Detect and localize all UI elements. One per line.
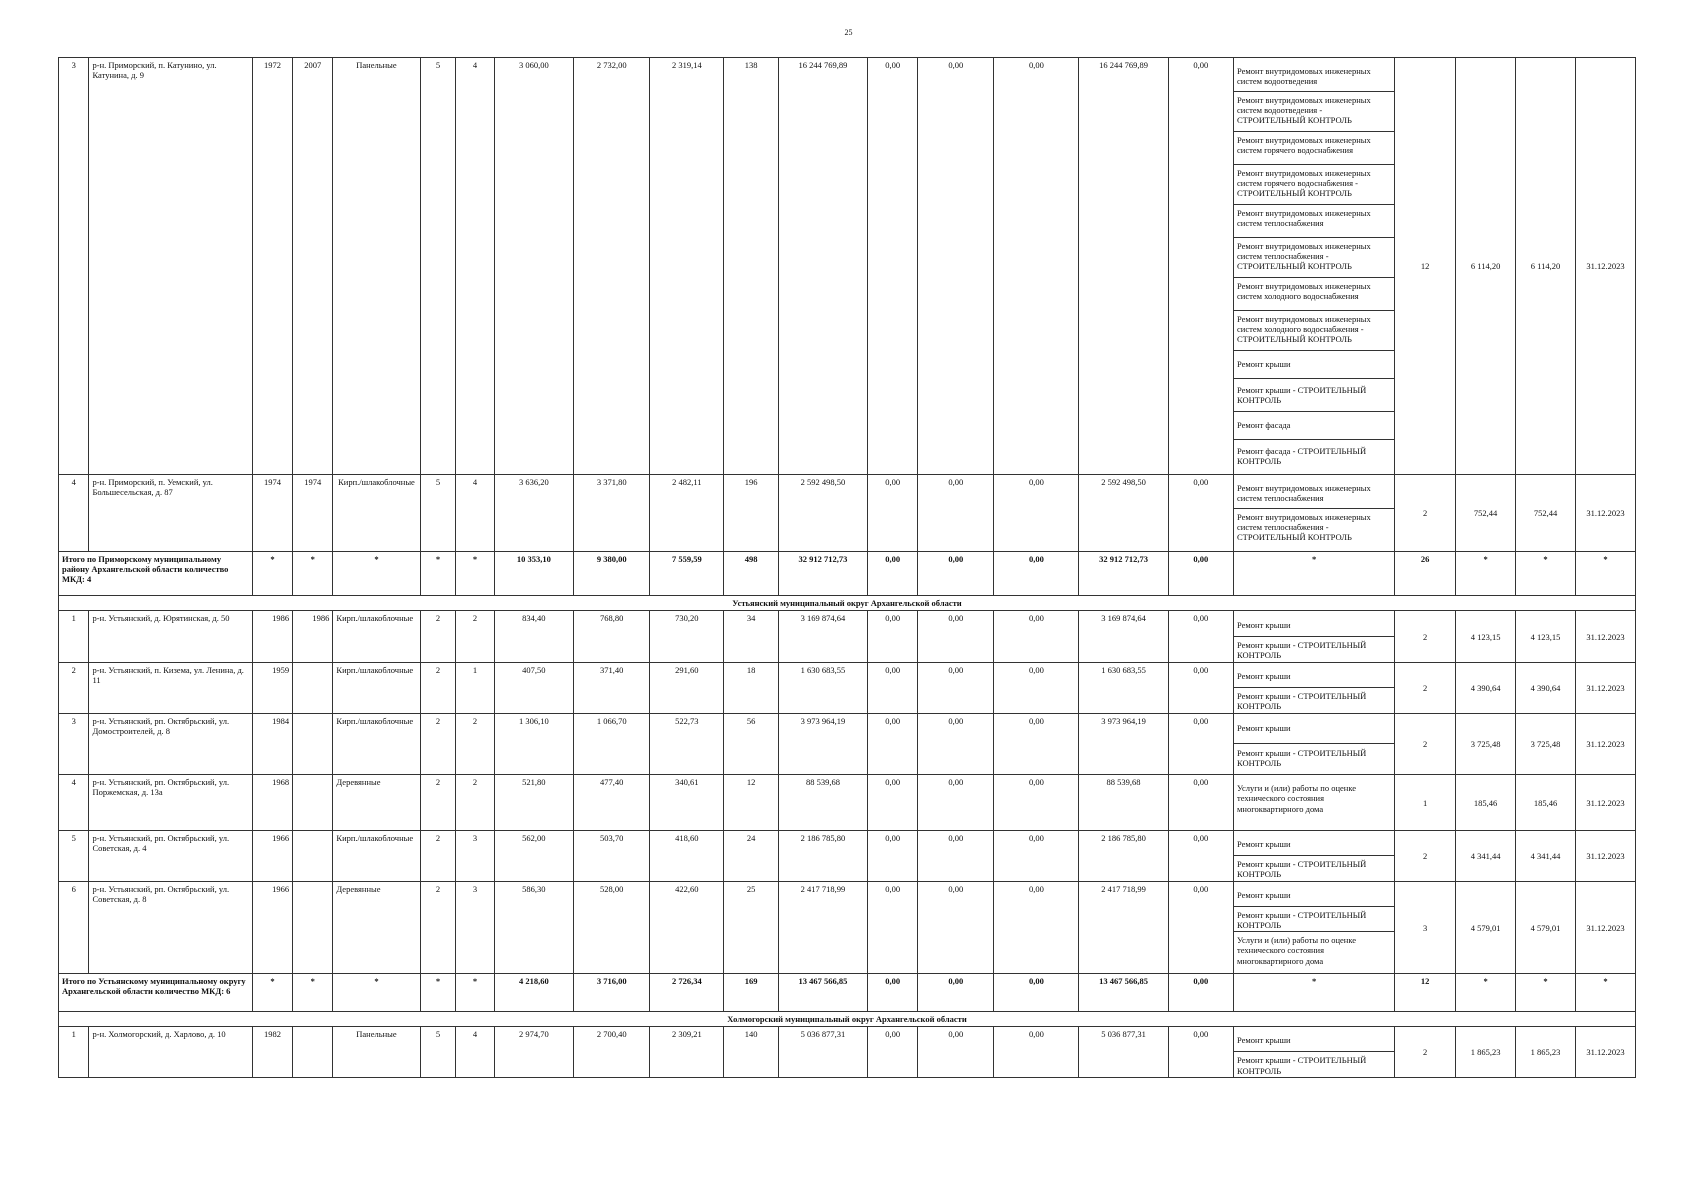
works-count: 26 (1395, 552, 1456, 596)
year-repair (293, 1027, 333, 1078)
cost-reg: 0,00 (918, 58, 994, 475)
row-num: 3 (59, 714, 89, 775)
work-list (1234, 663, 1395, 714)
area-resid: 7 559,59 (650, 552, 724, 596)
address: р-н. Устьянский, рп. Октябрьский, ул. Домостроителей, д. 8 (89, 714, 252, 775)
floors: 2 (420, 663, 456, 714)
work-item: Ремонт фасада - СТРОИТЕЛЬНЫЙ КОНТРОЛЬ (1237, 446, 1367, 467)
table-row (59, 831, 1636, 882)
table-row (59, 475, 1636, 552)
address: р-н. Приморский, п. Катунино, ул. Катунина, д. 9 (89, 58, 252, 475)
work-item: Ремонт крыши - СТРОИТЕЛЬНЫЙ КОНТРОЛЬ (1237, 691, 1367, 712)
star: * (252, 552, 292, 596)
work-item: Ремонт крыши - СТРОИТЕЛЬНЫЙ КОНТРОЛЬ (1237, 748, 1367, 769)
residents: 138 (724, 58, 778, 475)
residents: 34 (724, 611, 778, 663)
area-resid: 2 319,14 (650, 58, 724, 475)
entrances: 3 (456, 831, 494, 882)
entrances: 4 (456, 1027, 494, 1078)
total-area: 10 353,10 (494, 552, 574, 596)
area-resid: 2 309,21 (650, 1027, 724, 1078)
unit-cost: 6 114,20 (1456, 58, 1516, 475)
wall-material: Деревянные (333, 775, 420, 831)
total-area: 3 060,00 (494, 58, 574, 475)
deadline: 31.12.2023 (1575, 775, 1635, 831)
entrances: 2 (456, 775, 494, 831)
entrances: 4 (456, 58, 494, 475)
cost-mun: 0,00 (994, 882, 1079, 974)
year-built: 1982 (252, 1027, 292, 1078)
area-resid: 418,60 (650, 831, 724, 882)
cost-total: 1 630 683,55 (778, 663, 867, 714)
work-item: Услуги и (или) работы по оценке технического состояния многоквартирного дома (1237, 935, 1357, 966)
work-item: Ремонт внутридомовых инженерных систем водоотведения - СТРОИТЕЛЬНЫЙ КОНТРОЛЬ (1234, 92, 1394, 132)
work-item: Ремонт крыши (1234, 882, 1394, 907)
work-item: Ремонт крыши (1234, 611, 1394, 637)
cost-other: 0,00 (1168, 714, 1233, 775)
work-item: Ремонт крыши (1234, 714, 1394, 744)
star: * (252, 974, 292, 1012)
year-repair (293, 663, 333, 714)
star: * (1456, 552, 1516, 596)
cost-total: 16 244 769,89 (778, 58, 867, 475)
cost-fed: 0,00 (868, 882, 918, 974)
star: * (1516, 974, 1576, 1012)
star: * (1456, 974, 1516, 1012)
subtotal-label: Итого по Устьянскому муниципальному округу Архангельской области количество МКД: 6 (59, 974, 253, 1012)
row-num: 4 (59, 775, 89, 831)
wall-material: Кирп./шлакоблочные (333, 714, 420, 775)
work-item: Ремонт внутридомовых инженерных систем теплоснабжения - СТРОИТЕЛЬНЫЙ КОНТРОЛЬ (1234, 238, 1394, 278)
subtotal-row (59, 552, 1636, 596)
work-item: Услуги и (или) работы по оценке технического состояния многоквартирного дома (1237, 783, 1357, 814)
cost-total: 2 186 785,80 (778, 831, 867, 882)
total-area: 562,00 (494, 831, 574, 882)
residents: 196 (724, 475, 778, 552)
limit-cost: 3 725,48 (1516, 714, 1576, 775)
work-item: Ремонт крыши - СТРОИТЕЛЬНЫЙ КОНТРОЛЬ (1237, 640, 1367, 661)
residents: 498 (724, 552, 778, 596)
area-all: 2 700,40 (574, 1027, 650, 1078)
floors: 2 (420, 831, 456, 882)
cost-mun: 0,00 (994, 775, 1079, 831)
star: * (420, 552, 456, 596)
area-all: 3 371,80 (574, 475, 650, 552)
address: р-н. Устьянский, рп. Октябрьский, ул. Поржемская, д. 13а (89, 775, 252, 831)
star: * (1234, 552, 1395, 596)
cost-fed: 0,00 (868, 663, 918, 714)
area-resid: 2 726,34 (650, 974, 724, 1012)
table-row (59, 611, 1636, 663)
deadline: 31.12.2023 (1575, 611, 1635, 663)
cost-reg: 0,00 (918, 974, 994, 1012)
row-num: 5 (59, 831, 89, 882)
floors: 2 (420, 775, 456, 831)
area-all: 477,40 (574, 775, 650, 831)
total-area: 4 218,60 (494, 974, 574, 1012)
cost-mun: 0,00 (994, 475, 1079, 552)
residents: 25 (724, 882, 778, 974)
cost-owners: 1 630 683,55 (1079, 663, 1168, 714)
area-all: 3 716,00 (574, 974, 650, 1012)
work-item: Ремонт внутридомовых инженерных систем горячего водоснабжения (1234, 132, 1394, 165)
area-resid: 340,61 (650, 775, 724, 831)
deadline: 31.12.2023 (1575, 714, 1635, 775)
cost-total: 13 467 566,85 (778, 974, 867, 1012)
unit-cost: 4 390,64 (1456, 663, 1516, 714)
work-item: Ремонт крыши - СТРОИТЕЛЬНЫЙ КОНТРОЛЬ (1234, 379, 1394, 412)
year-repair: 1974 (293, 475, 333, 552)
address: р-н. Приморский, п. Уемский, ул. Большесельская, д. 87 (89, 475, 252, 552)
cost-total: 3 169 874,64 (778, 611, 867, 663)
work-item: Ремонт внутридомовых инженерных систем горячего водоснабжения - СТРОИТЕЛЬНЫЙ КОНТРОЛЬ (1234, 165, 1394, 205)
limit-cost: 4 579,01 (1516, 882, 1576, 974)
cost-fed: 0,00 (868, 611, 918, 663)
area-resid: 522,73 (650, 714, 724, 775)
cost-owners: 32 912 712,73 (1079, 552, 1168, 596)
row-num: 4 (59, 475, 89, 552)
floors: 5 (420, 1027, 456, 1078)
cost-other: 0,00 (1168, 775, 1233, 831)
works-count: 2 (1395, 1027, 1456, 1078)
wall-material: Панельные (333, 58, 420, 475)
wall-material: Деревянные (333, 882, 420, 974)
works-count: 2 (1395, 831, 1456, 882)
works-count: 2 (1395, 714, 1456, 775)
address: р-н. Устьянский, рп. Октябрьский, ул. Советская, д. 8 (89, 882, 252, 974)
work-item: Ремонт крыши (1234, 831, 1394, 856)
row-num: 2 (59, 663, 89, 714)
cost-reg: 0,00 (918, 775, 994, 831)
work-item: Ремонт фасада (1234, 412, 1394, 440)
floors: 5 (420, 58, 456, 475)
cost-reg: 0,00 (918, 663, 994, 714)
table-row (59, 775, 1636, 831)
works-count: 2 (1395, 663, 1456, 714)
cost-reg: 0,00 (918, 714, 994, 775)
limit-cost: 185,46 (1516, 775, 1576, 831)
work-list (1234, 882, 1395, 974)
subtotal-row (59, 974, 1636, 1012)
entrances: 3 (456, 882, 494, 974)
work-item: Ремонт внутридомовых инженерных систем теплоснабжения (1234, 205, 1394, 238)
work-list (1234, 1027, 1395, 1078)
work-list (1234, 58, 1395, 475)
deadline: 31.12.2023 (1575, 882, 1635, 974)
cost-total: 32 912 712,73 (778, 552, 867, 596)
cost-reg: 0,00 (918, 552, 994, 596)
cost-fed: 0,00 (868, 552, 918, 596)
year-built: 1968 (252, 775, 292, 831)
total-area: 1 306,10 (494, 714, 574, 775)
area-all: 503,70 (574, 831, 650, 882)
work-item: Ремонт внутридомовых инженерных систем теплоснабжения (1234, 475, 1394, 509)
cost-other: 0,00 (1168, 882, 1233, 974)
cost-mun: 0,00 (994, 58, 1079, 475)
cost-owners: 2 592 498,50 (1079, 475, 1168, 552)
total-area: 2 974,70 (494, 1027, 574, 1078)
work-item: Ремонт крыши (1234, 1027, 1394, 1052)
unit-cost: 185,46 (1456, 775, 1516, 831)
cost-mun: 0,00 (994, 831, 1079, 882)
total-area: 3 636,20 (494, 475, 574, 552)
year-repair (293, 775, 333, 831)
work-item: Ремонт крыши (1234, 351, 1394, 379)
cost-reg: 0,00 (918, 882, 994, 974)
cost-fed: 0,00 (868, 58, 918, 475)
work-item: Ремонт крыши (1234, 663, 1394, 688)
work-item: Ремонт крыши - СТРОИТЕЛЬНЫЙ КОНТРОЛЬ (1237, 859, 1367, 880)
year-repair: 1986 (293, 611, 333, 663)
area-all: 371,40 (574, 663, 650, 714)
work-item: Ремонт внутридомовых инженерных систем холодного водоснабжения (1234, 278, 1394, 311)
star: * (1516, 552, 1576, 596)
star: * (1575, 552, 1635, 596)
work-item: Ремонт внутридомовых инженерных систем холодного водоснабжения - СТРОИТЕЛЬНЫЙ КОНТРОЛЬ (1234, 311, 1394, 351)
area-resid: 2 482,11 (650, 475, 724, 552)
cost-reg: 0,00 (918, 1027, 994, 1078)
work-list (1234, 611, 1395, 663)
cost-fed: 0,00 (868, 1027, 918, 1078)
deadline: 31.12.2023 (1575, 831, 1635, 882)
unit-cost: 752,44 (1456, 475, 1516, 552)
unit-cost: 4 341,44 (1456, 831, 1516, 882)
year-built: 1966 (252, 831, 292, 882)
entrances: 2 (456, 611, 494, 663)
area-resid: 291,60 (650, 663, 724, 714)
limit-cost: 4 390,64 (1516, 663, 1576, 714)
area-resid: 422,60 (650, 882, 724, 974)
work-list (1234, 475, 1395, 552)
cost-reg: 0,00 (918, 475, 994, 552)
year-built: 1984 (252, 714, 292, 775)
star: * (293, 552, 333, 596)
entrances: 4 (456, 475, 494, 552)
year-built: 1966 (252, 882, 292, 974)
address: р-н. Устьянский, п. Кизема, ул. Ленина, д. 11 (89, 663, 252, 714)
star: * (420, 974, 456, 1012)
cost-owners: 3 169 874,64 (1079, 611, 1168, 663)
total-area: 407,50 (494, 663, 574, 714)
table-row (59, 1027, 1636, 1078)
wall-material: Кирп./шлакоблочные (333, 475, 420, 552)
cost-other: 0,00 (1168, 663, 1233, 714)
section-title: Холмогорский муниципальный округ Архангельской области (59, 1012, 1636, 1027)
cost-reg: 0,00 (918, 611, 994, 663)
cost-owners: 2 417 718,99 (1079, 882, 1168, 974)
cost-mun: 0,00 (994, 974, 1079, 1012)
floors: 5 (420, 475, 456, 552)
table-row (59, 714, 1636, 775)
residents: 56 (724, 714, 778, 775)
total-area: 834,40 (494, 611, 574, 663)
row-num: 6 (59, 882, 89, 974)
cost-owners: 3 973 964,19 (1079, 714, 1168, 775)
limit-cost: 1 865,23 (1516, 1027, 1576, 1078)
residents: 169 (724, 974, 778, 1012)
subtotal-label: Итого по Приморскому муниципальному району Архангельской области количество МКД: 4 (59, 552, 253, 596)
deadline: 31.12.2023 (1575, 58, 1635, 475)
star: * (1234, 974, 1395, 1012)
works-count: 2 (1395, 611, 1456, 663)
area-all: 768,80 (574, 611, 650, 663)
limit-cost: 4 123,15 (1516, 611, 1576, 663)
cost-owners: 2 186 785,80 (1079, 831, 1168, 882)
cost-fed: 0,00 (868, 775, 918, 831)
year-built: 1972 (252, 58, 292, 475)
section-title: Устьянский муниципальный округ Архангельской области (59, 596, 1636, 611)
deadline: 31.12.2023 (1575, 475, 1635, 552)
cost-owners: 16 244 769,89 (1079, 58, 1168, 475)
work-item: Ремонт крыши - СТРОИТЕЛЬНЫЙ КОНТРОЛЬ (1234, 907, 1394, 932)
star: * (333, 974, 420, 1012)
cost-total: 2 592 498,50 (778, 475, 867, 552)
unit-cost: 4 123,15 (1456, 611, 1516, 663)
year-repair (293, 882, 333, 974)
year-repair (293, 714, 333, 775)
repair-register-table (58, 57, 1636, 1078)
deadline: 31.12.2023 (1575, 1027, 1635, 1078)
works-count: 2 (1395, 475, 1456, 552)
residents: 12 (724, 775, 778, 831)
table-row (59, 882, 1636, 974)
cost-total: 3 973 964,19 (778, 714, 867, 775)
cost-mun: 0,00 (994, 611, 1079, 663)
area-all: 1 066,70 (574, 714, 650, 775)
area-all: 9 380,00 (574, 552, 650, 596)
cost-reg: 0,00 (918, 831, 994, 882)
wall-material: Кирп./шлакоблочные (333, 611, 420, 663)
area-resid: 730,20 (650, 611, 724, 663)
cost-mun: 0,00 (994, 552, 1079, 596)
total-area: 586,30 (494, 882, 574, 974)
cost-other: 0,00 (1168, 611, 1233, 663)
limit-cost: 752,44 (1516, 475, 1576, 552)
year-built: 1974 (252, 475, 292, 552)
work-list (1234, 714, 1395, 775)
works-count: 12 (1395, 974, 1456, 1012)
row-num: 1 (59, 1027, 89, 1078)
star: * (456, 974, 494, 1012)
floors: 2 (420, 611, 456, 663)
cost-mun: 0,00 (994, 1027, 1079, 1078)
wall-material: Кирп./шлакоблочные (333, 663, 420, 714)
cost-other: 0,00 (1168, 475, 1233, 552)
star: * (333, 552, 420, 596)
unit-cost: 3 725,48 (1456, 714, 1516, 775)
entrances: 1 (456, 663, 494, 714)
year-repair: 2007 (293, 58, 333, 475)
cost-owners: 88 539,68 (1079, 775, 1168, 831)
area-all: 528,00 (574, 882, 650, 974)
deadline: 31.12.2023 (1575, 663, 1635, 714)
cost-total: 2 417 718,99 (778, 882, 867, 974)
year-built: 1959 (252, 663, 292, 714)
page-number: 25 (844, 28, 853, 37)
cost-total: 5 036 877,31 (778, 1027, 867, 1078)
work-item: Ремонт внутридомовых инженерных систем водоотведения (1234, 58, 1394, 92)
address: р-н. Устьянский, рп. Октябрьский, ул. Советская, д. 4 (89, 831, 252, 882)
star: * (293, 974, 333, 1012)
cost-other: 0,00 (1168, 58, 1233, 475)
cost-fed: 0,00 (868, 974, 918, 1012)
works-count: 1 (1395, 775, 1456, 831)
work-list (1234, 775, 1395, 831)
section-header (59, 1012, 1636, 1027)
wall-material: Кирп./шлакоблочные (333, 831, 420, 882)
work-item: Ремонт внутридомовых инженерных систем теплоснабжения - СТРОИТЕЛЬНЫЙ КОНТРОЛЬ (1237, 512, 1371, 543)
residents: 18 (724, 663, 778, 714)
unit-cost: 4 579,01 (1456, 882, 1516, 974)
cost-other: 0,00 (1168, 1027, 1233, 1078)
entrances: 2 (456, 714, 494, 775)
work-list (1234, 831, 1395, 882)
year-built: 1986 (252, 611, 292, 663)
row-num: 1 (59, 611, 89, 663)
area-all: 2 732,00 (574, 58, 650, 475)
cost-other: 0,00 (1168, 974, 1233, 1012)
total-area: 521,80 (494, 775, 574, 831)
section-header (59, 596, 1636, 611)
floors: 2 (420, 714, 456, 775)
address: р-н. Холмогорский, д. Харлово, д. 10 (89, 1027, 252, 1078)
cost-owners: 5 036 877,31 (1079, 1027, 1168, 1078)
wall-material: Панельные (333, 1027, 420, 1078)
address: р-н. Устьянский, д. Юрятинская, д. 50 (89, 611, 252, 663)
cost-fed: 0,00 (868, 831, 918, 882)
cost-other: 0,00 (1168, 831, 1233, 882)
residents: 140 (724, 1027, 778, 1078)
limit-cost: 4 341,44 (1516, 831, 1576, 882)
works-count: 3 (1395, 882, 1456, 974)
work-item: Ремонт крыши - СТРОИТЕЛЬНЫЙ КОНТРОЛЬ (1237, 1055, 1367, 1076)
cost-mun: 0,00 (994, 663, 1079, 714)
cost-other: 0,00 (1168, 552, 1233, 596)
cost-owners: 13 467 566,85 (1079, 974, 1168, 1012)
cost-fed: 0,00 (868, 714, 918, 775)
star: * (1575, 974, 1635, 1012)
row-num: 3 (59, 58, 89, 475)
table-row (59, 663, 1636, 714)
unit-cost: 1 865,23 (1456, 1027, 1516, 1078)
cost-mun: 0,00 (994, 714, 1079, 775)
residents: 24 (724, 831, 778, 882)
cost-total: 88 539,68 (778, 775, 867, 831)
star: * (456, 552, 494, 596)
table-row (59, 58, 1636, 475)
works-count: 12 (1395, 58, 1456, 475)
year-repair (293, 831, 333, 882)
floors: 2 (420, 882, 456, 974)
limit-cost: 6 114,20 (1516, 58, 1576, 475)
cost-fed: 0,00 (868, 475, 918, 552)
